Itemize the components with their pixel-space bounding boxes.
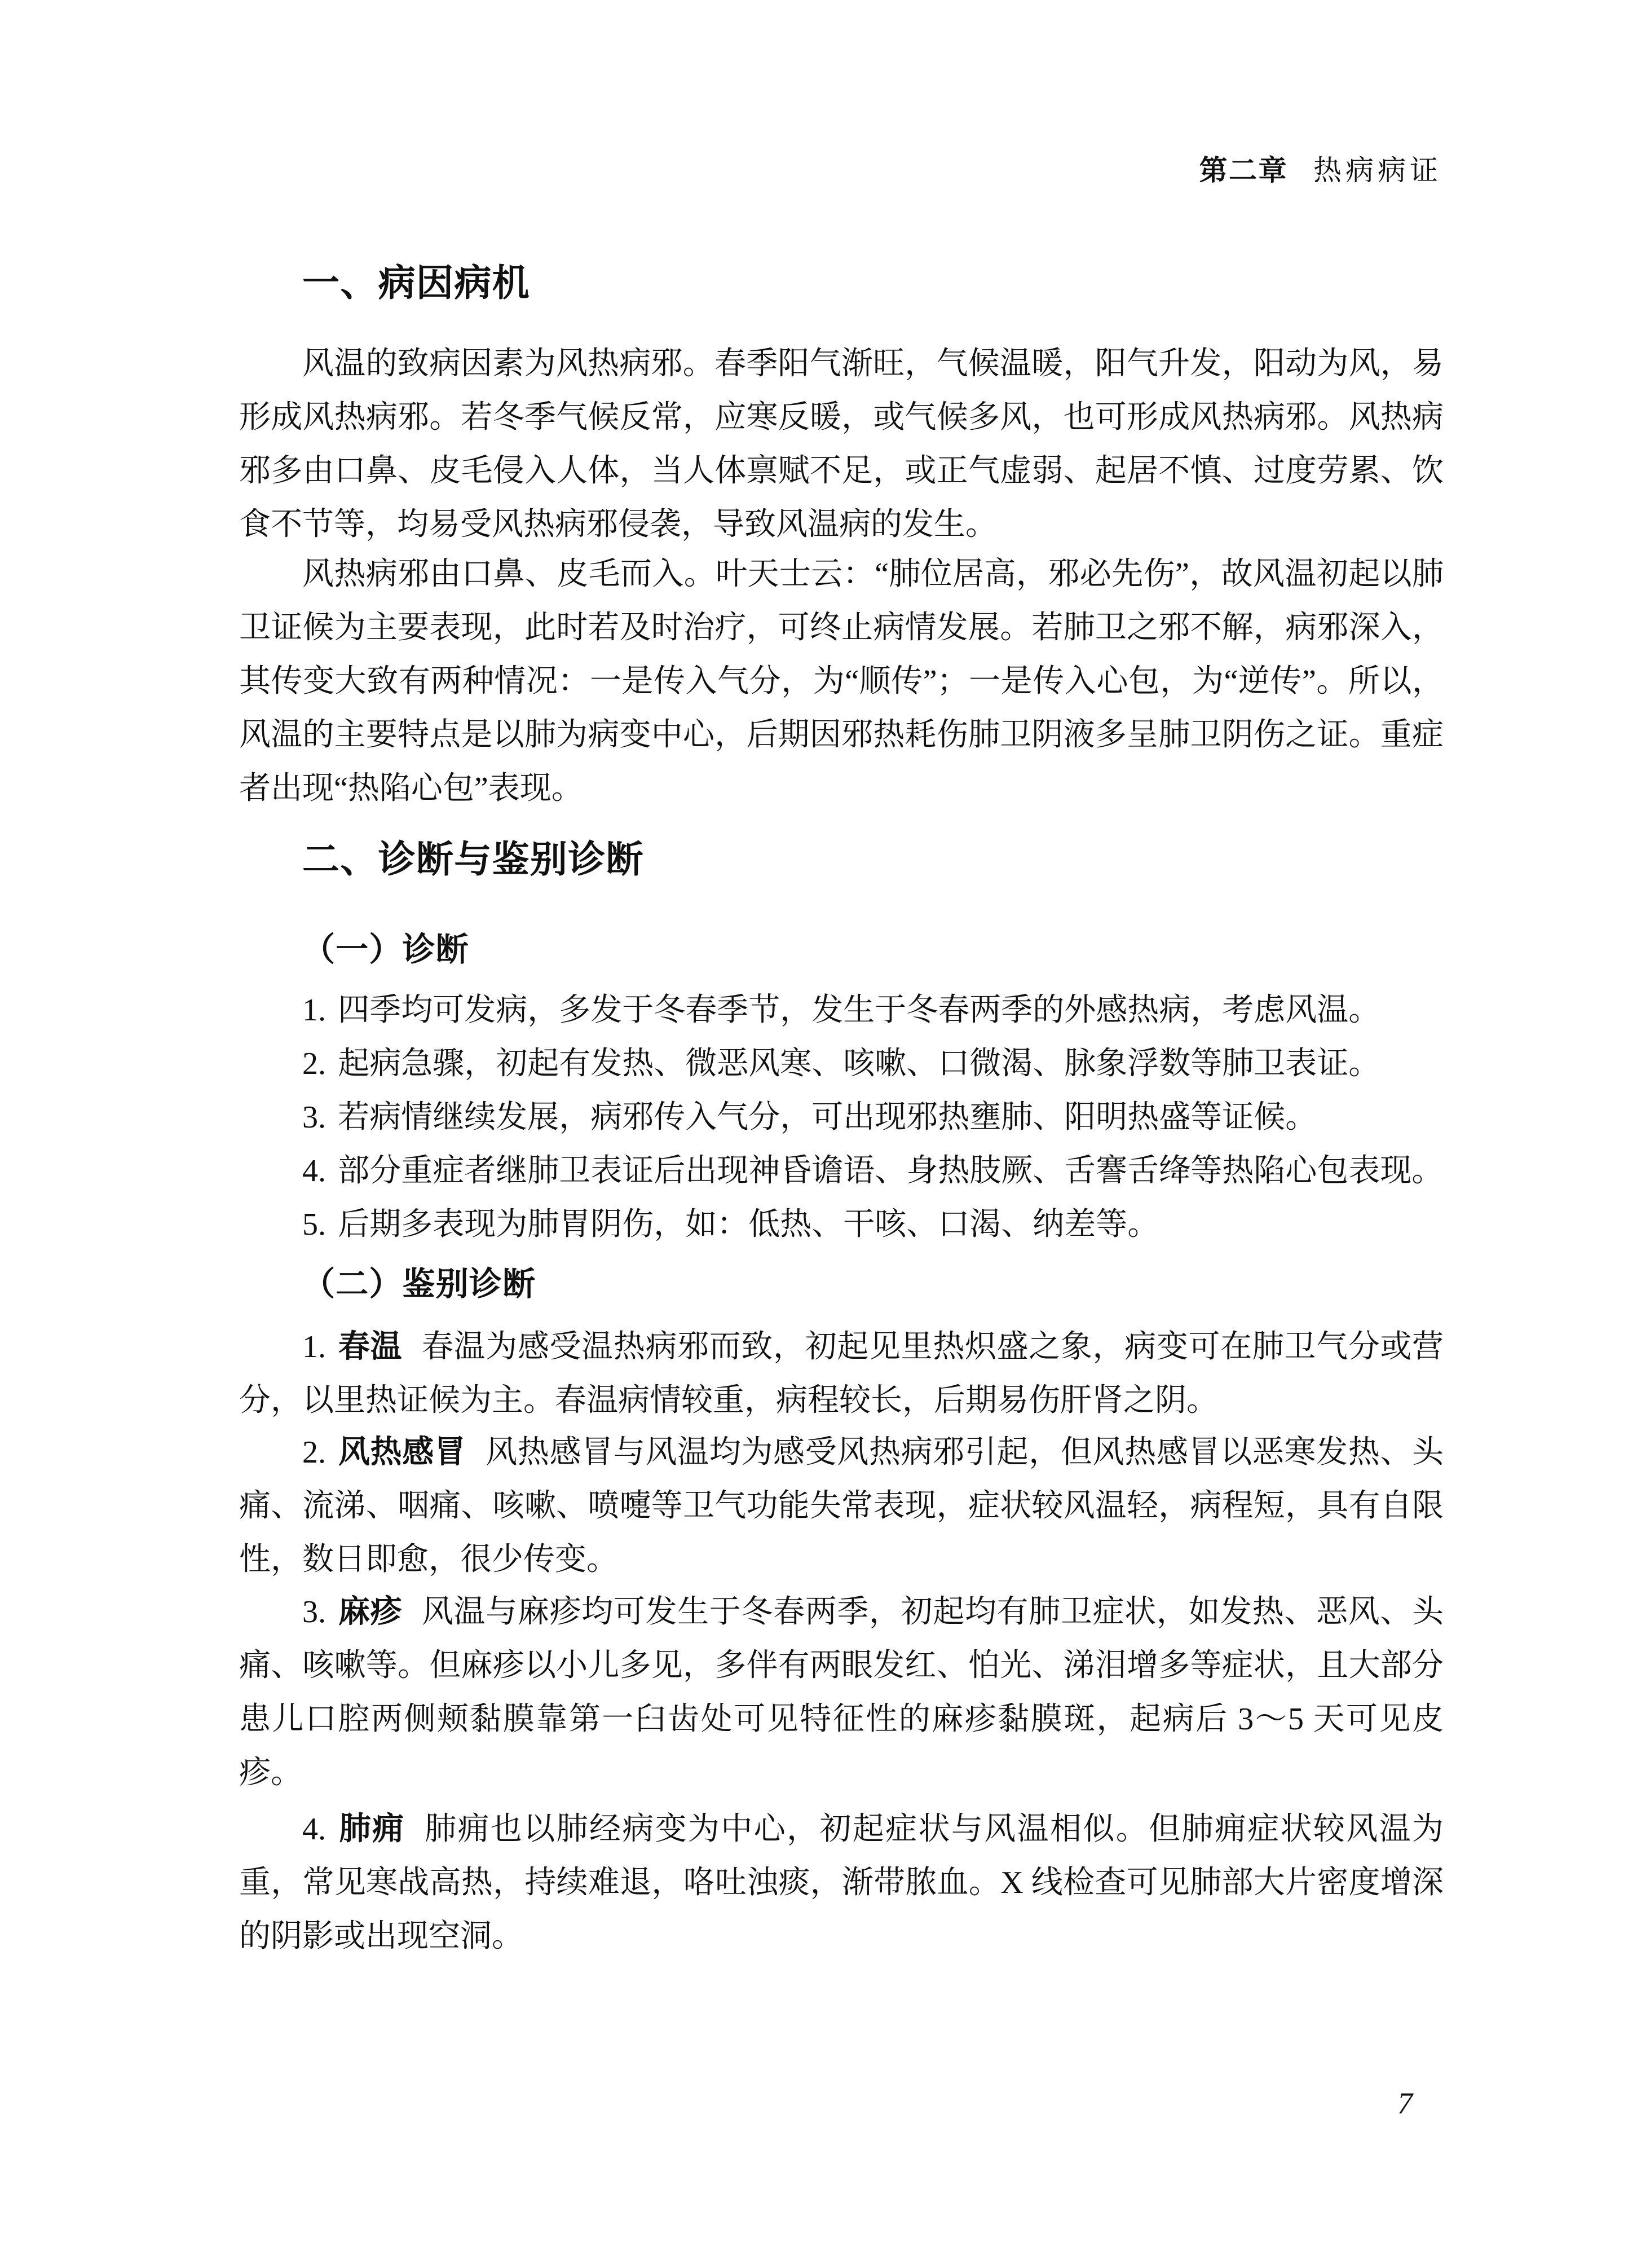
item-text: 部分重症者继肺卫表证后出现神昏谵语、身热肢厥、舌謇舌绛等热陷心包表现。 — [338, 1153, 1444, 1188]
list-item — [239, 1144, 1444, 1198]
item-text: 风热感冒与风温均为感受风热病邪引起，但风热感冒以恶寒发热、头痛、流涕、咽痛、咳嗽、喷嚏等卫气功能失常表现，症状较风温轻，病程短，具有自限性，数日即愈，很少传变。 — [239, 1435, 1444, 1577]
list-item — [239, 1198, 1444, 1252]
item-term: 风热感冒 — [338, 1435, 466, 1470]
section-heading-etiology: 一、病因病机 — [302, 262, 530, 303]
item-number: 3. — [302, 1595, 326, 1630]
item-number: 5. — [302, 1207, 326, 1242]
differential-item-mazhen — [239, 1586, 1444, 1800]
running-header — [1199, 153, 1442, 187]
differential-item-chunwen — [239, 1320, 1444, 1428]
paragraph-etiology-2: 风热病邪由口鼻、皮毛而入。叶天士云：“肺位居高，邪必先伤”，故风温初起以肺卫证候为主要表现，此时若及时治疗，可终止病情发展。若肺卫之邪不解，病邪深入，其传变大致有两种情况：一是传入气分，为“顺传”；一是传入心包，为“逆传”。所以，风温的主要特点是以肺为病变中心，后期因邪热耗伤肺卫阴液多呈肺卫阴伤之证。重症者出现“热陷心包”表现。 — [239, 557, 1444, 806]
item-term: 春温 — [338, 1329, 403, 1364]
item-text: 起病急骤，初起有发热、微恶风寒、咳嗽、口微渴、脉象浮数等肺卫表证。 — [338, 1046, 1380, 1081]
diagnosis-list — [239, 984, 1444, 1252]
item-number: 3. — [302, 1100, 326, 1135]
differential-item-fengre-ganmao — [239, 1426, 1444, 1587]
item-text: 肺痈也以肺经病变为中心，初起症状与风温相似。但肺痈症状较风温为重，常见寒战高热，持续难退，咯吐浊痰，渐带脓血。X 线检查可见肺部大片密度增深的阴影或出现空洞。 — [239, 1812, 1444, 1954]
section-heading-diagnosis: 二、诊断与鉴别诊断 — [302, 838, 644, 880]
item-term: 麻疹 — [338, 1595, 403, 1630]
chapter-label: 第二章 — [1199, 155, 1288, 186]
subheading-differential-diagnosis: （二）鉴别诊断 — [302, 1266, 536, 1302]
item-number: 2. — [302, 1435, 326, 1470]
paragraph-etiology-1: 风温的致病因素为风热病邪。春季阳气渐旺，气候温暖，阳气升发，阳动为风，易形成风热病邪。若冬季气候反常，应寒反暖，或气候多风，也可形成风热病邪。风热病邪多由口鼻、皮毛侵入人体，当人体禀赋不足，或正气虚弱、起居不慎、过度劳累、饮食不节等，均易受风热病邪侵袭，导致风温病的发生。 — [239, 346, 1444, 542]
subheading-diagnosis: （一）诊断 — [302, 931, 469, 968]
item-term: 肺痈 — [338, 1812, 405, 1847]
item-number: 4. — [302, 1153, 326, 1188]
item-number: 4. — [302, 1812, 326, 1847]
item-text: 后期多表现为肺胃阴伤，如：低热、干咳、口渴、纳差等。 — [338, 1207, 1159, 1242]
list-item — [239, 1091, 1444, 1144]
differential-item-feiyong — [239, 1803, 1444, 1963]
item-text: 春温为感受温热病邪而致，初起见里热炽盛之象，病变可在肺卫气分或营分，以里热证候为主。春温病情较重，病程较长，后期易伤肝肾之阴。 — [239, 1329, 1444, 1418]
chapter-title: 热病病证 — [1313, 155, 1442, 186]
list-item — [239, 984, 1444, 1037]
list-item — [239, 1037, 1444, 1091]
item-text: 风温与麻疹均可发生于冬春两季，初起均有肺卫症状，如发热、恶风、头痛、咳嗽等。但麻疹以小儿多见，多伴有两眼发红、怕光、涕泪增多等症状，且大部分患儿口腔两侧颊黏膜靠第一臼齿处可见特征性的麻疹黏膜斑，起病后 3～5 天可见皮疹。 — [239, 1595, 1444, 1790]
item-text: 若病情继续发展，病邪传入气分，可出现邪热壅肺、阳明热盛等证候。 — [338, 1100, 1317, 1135]
item-number: 1. — [302, 993, 326, 1028]
item-text: 四季均可发病，多发于冬春季节，发生于冬春两季的外感热病，考虑风温。 — [338, 993, 1380, 1028]
item-number: 1. — [302, 1329, 326, 1364]
item-number: 2. — [302, 1046, 326, 1081]
page-number: 7 — [1397, 2086, 1413, 2120]
